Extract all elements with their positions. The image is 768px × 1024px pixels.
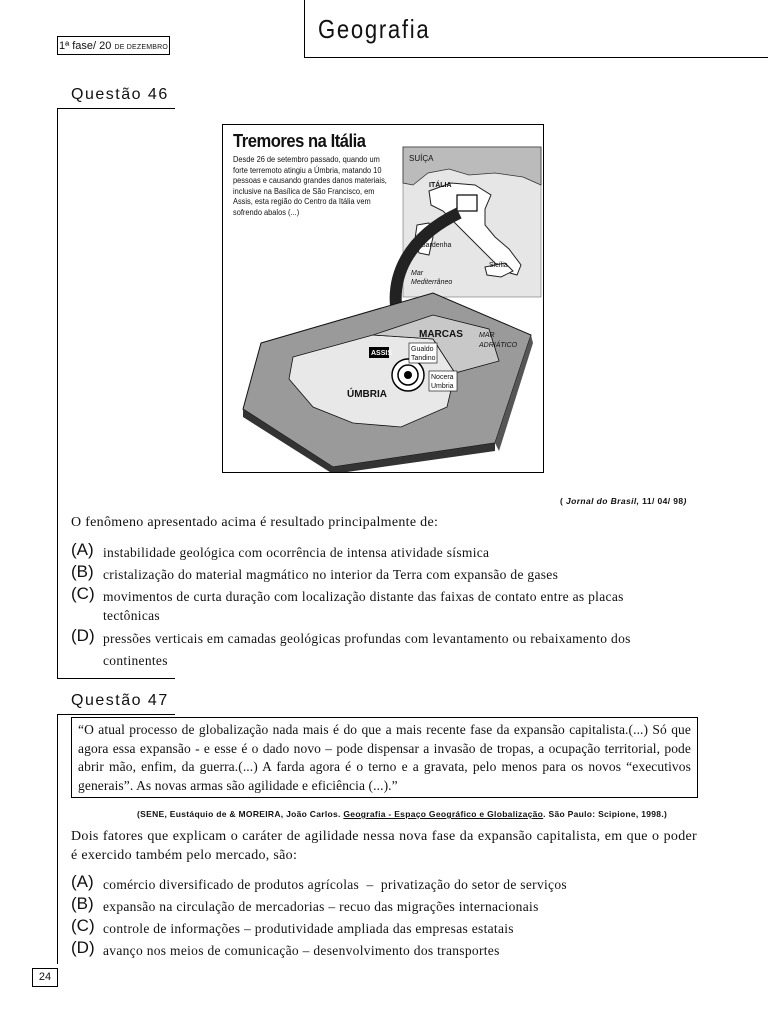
figure-title: Tremores na Itália	[233, 131, 366, 151]
question-47-underline	[57, 714, 175, 715]
header-divider-vertical	[304, 0, 305, 58]
label-sardenha: Sardenha	[421, 242, 452, 249]
question-46-bracket-bottom	[57, 678, 175, 679]
question-47-bracket	[57, 714, 58, 964]
source-46-close: )	[683, 496, 687, 506]
label-marcas: MARCAS	[419, 329, 463, 340]
label-sicilia: Sicília	[489, 262, 508, 269]
q46-option-c-letter[interactable]: (C)	[71, 584, 95, 603]
label-nocera-2: Umbria	[431, 383, 454, 390]
phase-label: 1ª fase/ 20	[59, 40, 112, 52]
question-46-underline	[57, 108, 175, 109]
page-number: 24	[32, 968, 58, 987]
question-46-title: Questão 46	[71, 86, 169, 103]
source-46-date: 11/ 04/ 98	[639, 496, 684, 506]
q47-option-d-letter[interactable]: (D)	[71, 938, 95, 957]
label-italia: ITÁLIA	[429, 182, 452, 189]
question-46-stem: O fenômeno apresentado acima é resultado principalmente de:	[71, 515, 439, 530]
question-47-stem: Dois fatores que explicam o caráter de agilidade nessa nova fase da expansão capitalista, em que o poder é exercido também pelo mercado, são:	[71, 829, 697, 863]
q47-option-b-text[interactable]: expansão na circulação de mercadorias – recuo das migrações internacionais	[103, 899, 539, 914]
phase-date: DE DEZEMBRO	[114, 44, 168, 51]
quote-box	[71, 717, 698, 798]
source-47-prefix: (SENE, Eustáquio de & MOREIRA, João Carlos.	[137, 809, 344, 819]
q46-option-b-text[interactable]: cristalização do material magmático no interior da Terra com expansão de gases	[103, 567, 559, 582]
label-assis: ASSIS	[371, 350, 393, 357]
question-47-title: Questão 47	[71, 692, 169, 709]
q47-option-c-letter[interactable]: (C)	[71, 916, 95, 935]
q47-option-a-text[interactable]: comércio diversificado de produtos agrícolas – privatização do setor de serviços	[103, 877, 567, 892]
source-47-book: Geografia - Espaço Geográfico e Globalização	[343, 809, 544, 819]
source-46-open: (	[560, 496, 566, 506]
question-46-bracket	[57, 108, 58, 679]
q47-option-d-text[interactable]: avanço nos meios de comunicação – desenvolvimento dos transportes	[103, 943, 500, 958]
label-mar-med-2: Mediterrâneo	[411, 279, 453, 286]
label-suica: SUÍÇA	[409, 154, 434, 163]
label-gualdo-2: Tandino	[411, 355, 436, 362]
q47-option-b-letter[interactable]: (B)	[71, 894, 94, 913]
q46-option-a-text[interactable]: instabilidade geológica com ocorrência de intensa atividade sísmica	[103, 545, 490, 560]
label-mar-adriatico-1: MAR	[479, 332, 495, 339]
source-46-journal: Jornal do Brasil,	[566, 496, 640, 506]
header-divider-horizontal	[304, 57, 768, 58]
q46-option-d-letter[interactable]: (D)	[71, 626, 95, 645]
subject-title: Geografia	[318, 14, 431, 44]
umbria-3d-map	[243, 293, 533, 473]
q46-option-d-text-2[interactable]: continentes	[103, 653, 168, 668]
q46-option-d-text[interactable]: pressões verticais em camadas geológicas profundas com levantamento ou rebaixamento dos	[103, 631, 631, 646]
italy-inset-map	[403, 147, 541, 297]
question-46-source	[560, 496, 687, 506]
source-47-suffix: . São Paulo: Scipione, 1998.)	[543, 809, 668, 819]
quote-text: “O atual processo de globalização nada mais é do que a mais recente fase da expansão capitalista.(...) Só que agora essa expansão - e esse é o dado novo – pode dispensar a invasão de tropas, a ocupação territorial, pode abrir mão, enfim, da guerra.(...) A farda agora é o terno e a gravata, pelo menos para os novos “executivos generais”. As novas armas são agilidade e eficiência (...).”	[78, 722, 691, 793]
label-umbria: ÚMBRIA	[347, 389, 387, 400]
label-mar-med-1: Mar	[411, 270, 424, 277]
q46-option-c-text[interactable]: movimentos de curta duração com localização distante das faixas de contato entre as placas	[103, 589, 624, 604]
q47-option-c-text[interactable]: controle de informações – produtividade ampliada das empresas estatais	[103, 921, 514, 936]
earthquake-figure	[222, 124, 544, 473]
label-gualdo-1: Gualdo	[411, 346, 434, 353]
label-nocera-1: Nocera	[431, 374, 454, 381]
label-mar-adriatico-2: ADRIÁTICO	[479, 342, 518, 349]
q46-option-c-text-2[interactable]: tectônicas	[103, 608, 160, 623]
figure-caption-text: Desde 26 de setembro passado, quando um forte terremoto atingiu a Úmbria, matando 10 pessoas e causando grandes danos materiais, inclusive na Basílica de São Francisco, em Assis, esta região do Centro da Itália vem sofrendo abalos (...)	[233, 155, 387, 217]
phase-date-box	[57, 36, 170, 55]
question-47-source	[137, 809, 667, 819]
q46-option-a-letter[interactable]: (A)	[71, 540, 94, 559]
q46-option-b-letter[interactable]: (B)	[71, 562, 94, 581]
q47-option-a-letter[interactable]: (A)	[71, 872, 94, 891]
